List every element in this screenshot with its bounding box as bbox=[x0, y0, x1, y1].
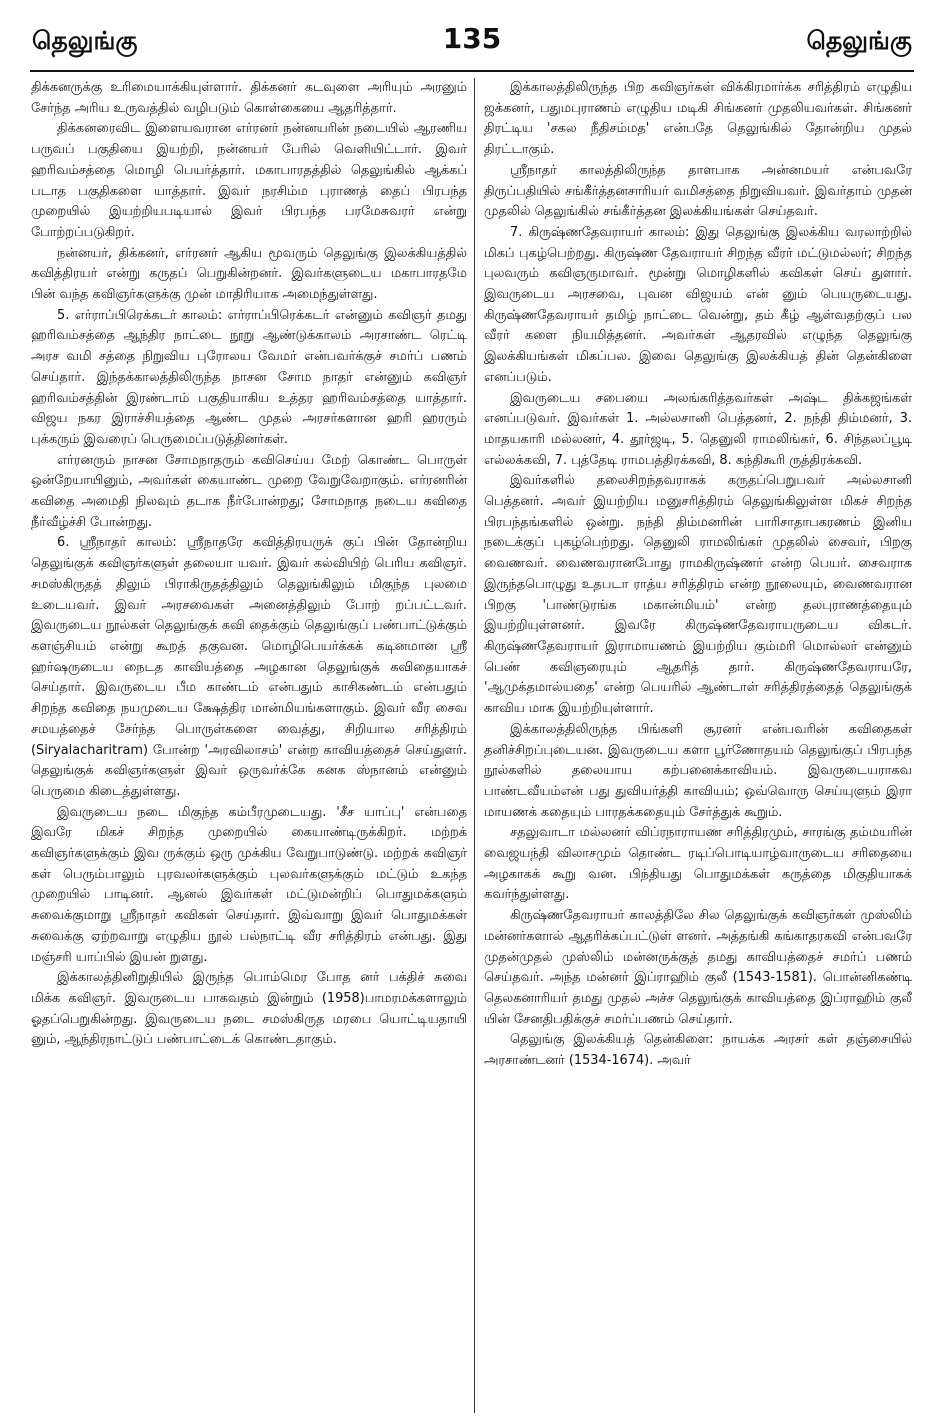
paragraph: திக்கனருக்கு உரிமையாக்கியுள்ளார். திக்கனர் கடவுளை அரியும் அரனும் சேர்ந்த அரிய உருவத்தில் வழிபடும் கொள்கையை ஆதரித்தார். bbox=[31, 80, 467, 116]
paragraph: இக்காலத்தினிறுதியில் இருந்த பொம்மெர போத னர் பக்திச் சுவை மிக்க கவிஞர். இவருடைய பாகவதம் இன்றும் (1958)பாமரமக்களாலும் ஓதப்பெறுகின்றது. இவருடைய நடை சமஸ்கிருத மரபை யொட்டியதாயி னும், ஆந்திரநாட்டுப் பண்பாட்டைக் கொண்டதாகும். bbox=[31, 970, 467, 1048]
left-column bbox=[31, 78, 467, 1413]
paragraph: நன்னயர், திக்கனர், எர்ரனர் ஆகிய மூவரும் தெலுங்கு இலக்கியத்தில் கவித்திரயர் என்று கருதப் பெறுகின்றனர். இவர்களுடைய மகாபாரதமே பின் வந்த கவிஞர்களுக்கு முன் மாதிரியாக அமைந்துள்ளது. bbox=[31, 245, 467, 303]
header-rule bbox=[30, 70, 914, 72]
paragraph: கிருஷ்ணதேவராயர் காலத்திலே சில தெலுங்குக் கவிஞர்கள் முஸ்லிம் மன்னர்களால் ஆதரிக்கப்பட்டுள் ளனர். அத்தங்கி கங்காதரகவி என்பவரே முதன்முதல் முஸ்லிம் மன்னருக்குத் தமது காவியத்தைச் சமர்ப் பணம் செய்தவர். அந்த மன்னர் இப்ராஹிம் குலீ (1543-1581). பொன்னிகண்டி தெலகனாரியர் தமது முதல் அச்ச தெலுங்குக் காவியத்தை இப்ராஹிம் குலீ யின் சேனதிபதிக்குச் சமர்ப்பணம் செய்தார். bbox=[484, 908, 912, 1027]
running-head-left: தெலுங்கு bbox=[32, 26, 138, 55]
paragraph: திக்கனரைவிட இளையவரான எர்ரனர் நன்னயரின் நடையில் ஆரணிய பருவப் பகுதியை இயற்றி, நன்னயர் பேரில் வெளியிட்டார். இவர் ஹரிவம்சத்தை மொழி பெயர்த்தார். மகாபாரதத்தில் தெலுங்கில் ஆக்கப் படாத பகுதிகளை யாத்தார். இவர் நரசிம்ம புராணத் தைப் பிரபந்த முறையில் இயற்றியபடியால் இவர் பிரபந்த பரமேசுவரர் என்று போற்றப்படுகிறர். bbox=[31, 121, 467, 240]
paragraph: ஸ்ரீநாதர் காலத்திலிருந்த தாளபாக அன்னமயர் என்பவரே திருப்பதியில் சங்கீர்த்தனசாரியர் வமிசத்தை நிறுவியவர். இவர்தாம் முதன் முதலில் தெலுங்கில் சங்கீர்த்தன இலக்கியங்கள் செய்தவர். bbox=[484, 162, 912, 220]
paragraph: எர்ரனரும் நாசன சோமநாதரும் கவிசெய்ய மேற் கொண்ட பொருள் ஒன்றேயாயினும், அவர்கள் கையாண்ட முறை வேறுவேறாகும். எர்ரனரின் கவிதை அமைதி நிலவும் தடாக நீர்போன்றது; சோமநாத நடைய கவிதை நீர்வீழ்ச்சி போன்றது. bbox=[31, 452, 467, 530]
paragraph: இவருடைய சபையை அலங்கரித்தவர்கள் அஷ்ட திக்கஜங்கள் எனப்படுவர். இவர்கள் 1. அல்லசானி பெத்தனர், 2. நந்தி திம்மனர், 3. மாதயகாரி மல்லனர், 4. தூர்ஜடி, 5. தெனுலி ராமலிங்கர், 6. சிந்தலப்பூடி எல்லக்கவி, 7. புத்தேடி ராமபத்திரக்கவி, 8. கந்திகூரி ருத்திரக்கவி. bbox=[484, 390, 912, 468]
paragraph: தெலுங்கு இலக்கியத் தென்கிளை: நாயக்க அரசர் கள் தஞ்சையில் அரசாண்டனர் (1534-1674). அவர் bbox=[484, 1032, 912, 1069]
paragraph: இக்காலத்திலிருந்த பிங்களி சூரனர் என்பவரின் கவிதைகள் தனிச்சிறப்புடையன. இவருடைய களா பூர்ணோதயம் தெலுங்குப் பிரபந்த நூல்களில் தலையாய கற்பனைக்காவியம். இவருடையராகவ பாண்டவீயம்என் பது துவியர்த்தி காவியம்; ஒவ்வொரு செய்யுளும் இரா மாயணக் கதையும் பாரதக்கதையும் சேர்த்துக் கூறும். bbox=[484, 721, 912, 820]
paragraph: 7. கிருஷ்ணதேவராயர் காலம்: இது தெலுங்கு இலக்கிய வரலாற்றில் மிகப் புகழ்பெற்றது. கிருஷ்ண தேவராயர் சிறந்த வீரர் மட்டுமல்லர்; சிறந்த புலவரும் கவிஞருமாவர். மூன்று மொழிகளில் கவிகள் செய் துளார். இவருடைய அரசவை, புவன விஜயம் என் னும் பெயருடையது. கிருஷ்ணதேவராயர் தமிழ் நாட்டை வென்று, தம் கீழ் ஆள்வதற்குப் பல வீரர் களை நியமித்தனர். அவர்கள் ஆதரவில் எழுந்த தெலுங்கு இலக்கியங்கள் மிகப்பல. இவை தெலுங்கு இலக்கியத் தின் தென்கிளை எனப்படும். bbox=[484, 224, 912, 385]
paragraph: இக்காலத்திலிருந்த பிற கவிஞர்கள் விக்கிரமார்க்க சரித்திரம் எழுதிய ஜக்கனர், பதுமபுராணம் எழுதிய மடிகி சிங்கனர் முதலியவர்கள். சிங்கனர் திரட்டிய 'சகல நீதிசம்மத' என்பதே தெலுங்கில் தோன்றிய முதல் திரட்டாகும். bbox=[484, 80, 912, 158]
column-divider bbox=[474, 78, 475, 1413]
page-number: 135 bbox=[442, 22, 502, 55]
running-head-right: தெலுங்கு bbox=[806, 26, 912, 55]
page-header bbox=[32, 18, 912, 66]
paragraph: சதலுவாடா மல்லனர் விப்ரநாராயண சரித்திரமும், சாரங்கு தம்மயரின் வைஜயந்தி விலாசமும் தொண்ட ரடிப்பொடியாழ்வாருடைய சரிதையை அழகாகக் கூறு வன. பிந்தியது பொதுமக்கள் கருத்தை மிகுதியாகக் கவர்ந்துள்ளது. bbox=[484, 825, 912, 903]
paragraph: 5. எர்ராப்பிரெக்கடர் காலம்: எர்ராப்பிரெக்கடர் என்னும் கவிஞர் தமது ஹரிவம்சத்தை ஆந்திர நாட்டை நூறு ஆண்டுக்காலம் அரசாண்ட ரெட்டி அரச வமி சத்தை நிறுவிய புரோலய வேமர் என்பவர்க்குச் சமர்ப் பணம் செய்தார். இந்தக்காலத்திலிருந்த நாசன சோம நாதர் என்னும் கவிஞர் ஹரிவம்சத்தின் இரண்டாம் பகுதியாகிய உத்தர ஹரிவம்சத்தை யாத்தார். விஜய நகர இராச்சியத்தை ஆண்ட முதல் அரசர்களான ஹரி ஹரரும் புக்கரும் இவரைப் பெருமைப்படுத்தினர்கள். bbox=[31, 307, 467, 447]
right-column bbox=[484, 78, 912, 1413]
paragraph: இவருடைய நடை மிகுந்த கம்பீரமுடையது. 'சீச யாப்பு' என்பதை இவரே மிகச் சிறந்த முறையில் கையாண்டிருக்கிறர். மற்றக் கவிஞர்களுக்கும் இவ ருக்கும் ஒரு முக்கிய வேறுபாடுண்டு. மற்றக் கவிஞர் கள் பெரும்பாலும் புரவலர்களுக்கும் புலவர்களுக்கும் மட்டும் உகந்த முறையில் பாடினர். ஆனல் இவர்கள் மட்டுமன்றிப் பொதுமக்களும் சுவைக்குமாறு ஸ்ரீநாதர் கவிகள் செய்தார். இவ்வாறு இவர் பொதுமக்கள் சுவைக்கு ஏற்றவாறு எழுதிய நூல் பல்நாட்டி வீர சரித்திரம் என்பது. இது மஞ்சரி யாப்பில் இயன் றுளது. bbox=[31, 804, 467, 965]
paragraph: 6. ஸ்ரீநாதர் காலம்: ஸ்ரீநாதரே கவித்திரயருக் குப் பின் தோன்றிய தெலுங்குக் கவிஞர்களுள் தலையா யவர். இவர் கல்வியிற் பெரிய கவிஞர். சமஸ்கிருதத் திலும் பிராகிருதத்திலும் தெலுங்கிலும் மிகுந்த புலமை உடையவர். இவர் அரசவைகள் அனைத்திலும் போற் றப்பட்டவர். இவருடைய நூல்கள் தெலுங்குக் கவி தைக்கும் தெலுங்குப் பண்பாட்டுக்கும் களஞ்சியம் என்று கூறத் தகுவன. மொழிபெயர்க்கக் கடினமான ஸ்ரீ ஹர்ஷருடைய நைடத காவியத்தை அழகான தெலுங்குக் கவிதையாகச் செய்தார். இவருடைய பீம காண்டம் என்பதும் காசிகண்டம் என்பதும் சிறந்த கவிதை நயமுடைய க்ஷேத்திர மான்மியங்களாகும். இவர் வீர சைவ சமயத்தைச் சேர்ந்த பொருள்களை வைத்து, சிறியால சரித்திரம் (Siryalacharitram) போன்ற 'அரவிலாசம்' என்ற காவியத்தைச் செய்துளர். தெலுங்குக் கவிஞர்களுள் இவர் ஒருவர்க்கே கனக ஸ்நானம் என்னும் பெருமை கிடைத்துள்ளது. bbox=[31, 535, 467, 799]
paragraph: இவர்களில் தலைசிறந்தவராகக் கருதப்பெறுபவர் அல்லசானி பெத்தனர். அவர் இயற்றிய மனுசரித்திரம் தெலுங்கிலுள்ள மிகச் சிறந்த பிரபந்தங்களில் ஒன்று. நந்தி திம்மனரின் பாரிசாதாபகரணம் இனிய நடைக்குப் புகழ்பெற்றது. தெனுலி ராமலிங்கர் முதலில் சைவர், பிறகு வைணவர். வைணவரானபோது ராமகிருஷ்ணர் என்ற பெயர். சைவராக இருந்தபொழுது உதபடா ராத்ய சரித்திரம் என்ற நூலையும், வைணவரான பிறகு 'பாண்டுரங்க மகான்மியம்' என்ற தலபுராணத்தையும் இயற்றியுள்ளனர். இவரே கிருஷ்ணதேவராயருடைய விகடர். கிருஷ்ணதேவராயர் இராமாயணம் இயற்றிய கும்மரி மொல்லர் என்னும் பெண் கவிஞரையும் ஆதரித் தார். கிருஷ்ணதேவராயரே, 'ஆமுக்தமால்யதை' என்ற பெயரில் ஆண்டாள் சரித்திரத்தைத் தெலுங்குக் காவிய மாக இயற்றியுள்ளார். bbox=[484, 473, 912, 717]
